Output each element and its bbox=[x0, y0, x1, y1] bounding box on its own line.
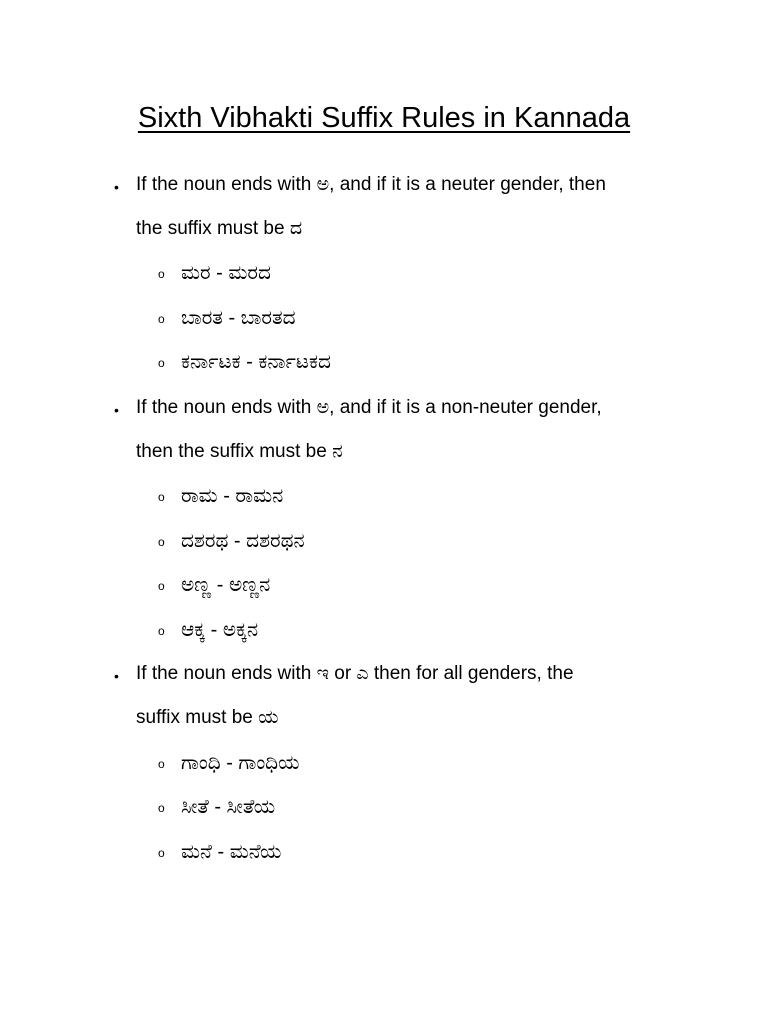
rule-text-line: then the suffix must be ನ bbox=[136, 441, 343, 462]
example-item: ಗಾಂಧಿ - ಗಾಂಧಿಯ bbox=[181, 752, 300, 774]
page-title: Sixth Vibhakti Suffix Rules in Kannada bbox=[137, 102, 631, 134]
example-item: ಸೀತೆ - ಸೀತೆಯ bbox=[181, 796, 276, 818]
sub-bullet-marker: o bbox=[158, 757, 165, 771]
sub-bullet-marker: o bbox=[158, 490, 165, 504]
bullet-marker: • bbox=[114, 402, 119, 418]
sub-bullet-marker: o bbox=[158, 267, 165, 281]
example-item: ಕರ್ನಾಟಕ - ಕರ್ನಾಟಕದ bbox=[181, 351, 331, 373]
sub-bullet-marker: o bbox=[158, 579, 165, 593]
sub-bullet-marker: o bbox=[158, 624, 165, 638]
example-item: ದಶರಥ - ದಶರಥನ bbox=[181, 530, 305, 552]
bullet-marker: • bbox=[114, 668, 119, 684]
sub-bullet-marker: o bbox=[158, 356, 165, 370]
rule-text-line: If the noun ends with ಇ or ಎ then for all genders, the bbox=[136, 663, 574, 684]
sub-bullet-marker: o bbox=[158, 801, 165, 815]
example-item: ಮರ - ಮರದ bbox=[181, 262, 271, 284]
rule-text-line: If the noun ends with ಅ, and if it is a neuter gender, then bbox=[136, 174, 606, 195]
example-item: ಅಣ್ಣ - ಅಣ್ಣನ bbox=[181, 574, 271, 596]
sub-bullet-marker: o bbox=[158, 312, 165, 326]
rule-text-line: suffix must be ಯ bbox=[136, 707, 279, 728]
example-item: ಆಕ್ಕ - ಅಕ್ಕನ bbox=[181, 619, 259, 641]
example-item: ಮನೆ - ಮನೆಯ bbox=[181, 841, 282, 863]
example-item: ರಾಮ - ರಾಮನ bbox=[181, 485, 284, 507]
rule-text-line: If the noun ends with ಅ, and if it is a non-neuter gender, bbox=[136, 397, 602, 418]
rule-text-line: the suffix must be ದ bbox=[136, 218, 303, 239]
sub-bullet-marker: o bbox=[158, 535, 165, 549]
example-item: ಬಾರತ - ಬಾರತದ bbox=[181, 307, 296, 329]
sub-bullet-marker: o bbox=[158, 846, 165, 860]
bullet-marker: • bbox=[114, 179, 119, 195]
